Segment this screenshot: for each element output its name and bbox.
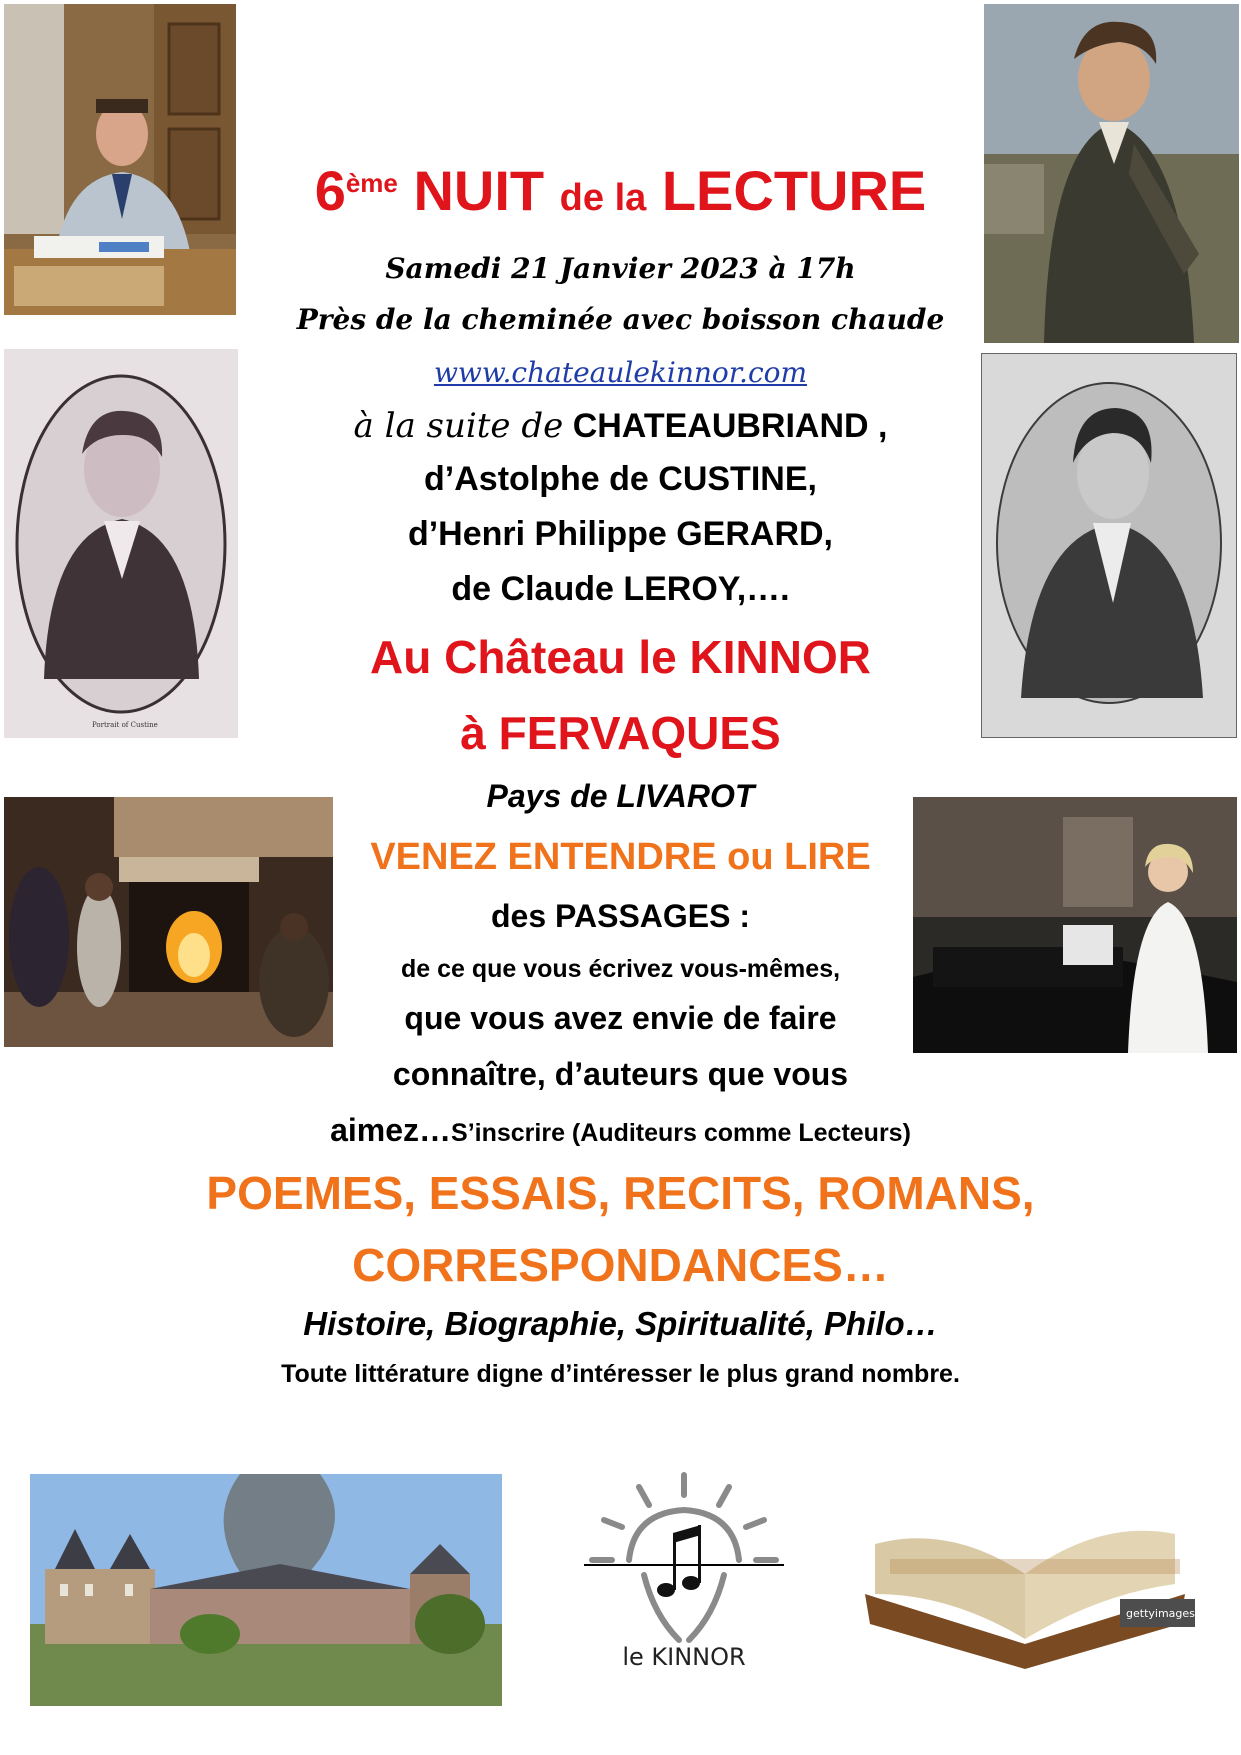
genres-closing: Toute littérature digne d’intéresser le plus grand nombre. [281,1360,960,1388]
title-de-la: de la [559,177,647,219]
page-title [0,158,1241,223]
kinnor-logo [584,1465,784,1680]
title-lecture: LECTURE [661,159,927,222]
website-link-row [0,356,1241,389]
region-line: Pays de LIVAROT [486,778,755,814]
portrait-caption: Portrait of Custine [92,721,158,729]
call-headline: VENEZ ENTENDRE ou LIRE [370,836,871,878]
genres-themes: Histoire, Biographie, Spiritualité, Philo… [303,1305,938,1342]
call-passages: des PASSAGES : [490,898,751,934]
authors-line-4: de Claude LEROY,…. [451,570,790,608]
call-line-3: connaître, d’auteurs que vous [392,1056,849,1092]
call-line-4 [0,1112,1241,1149]
genres-line-2: CORRESPONDANCES… [352,1239,889,1291]
call-line-1: de ce que vous écrivez vous-mêmes, [400,955,841,983]
logo-text: le KINNOR [622,1643,746,1671]
venue-line-2: à FERVAQUES [460,707,781,759]
call-register: S’inscrire ( [451,1119,581,1147]
title-ordinal: 6 [314,159,346,222]
venue-line-1: Au Château le KINNOR [370,631,871,683]
title-nuit: NUIT [413,159,545,222]
authors-intro: à la suite de [353,406,564,446]
photo-open-book [850,1484,1200,1672]
authors-first: CHATEAUBRIAND , [572,407,888,445]
fireplace-line: Près de la cheminée avec boisson chaude [296,303,945,336]
authors-line-3: d’Henri Philippe GERARD, [407,515,834,553]
date-line: Samedi 21 Janvier 2023 à 17h [385,252,856,285]
authors-line-2: d’Astolphe de CUSTINE, [424,460,817,498]
photo-chateau-kinnor [30,1474,502,1706]
call-line-2: que vous avez envie de faire [404,1000,837,1036]
genres-line-1: POEMES, ESSAIS, RECITS, ROMANS, [206,1167,1035,1219]
call-audience: Auditeurs comme Lecteurs) [580,1119,911,1147]
call-aimez: aimez… [330,1112,452,1148]
title-ordinal-suffix: ème [345,168,398,198]
authors-line-1 [0,406,1241,446]
getty-watermark: gettyimages [1126,1607,1195,1620]
website-link[interactable]: www.chateaulekinnor.com [433,356,808,389]
